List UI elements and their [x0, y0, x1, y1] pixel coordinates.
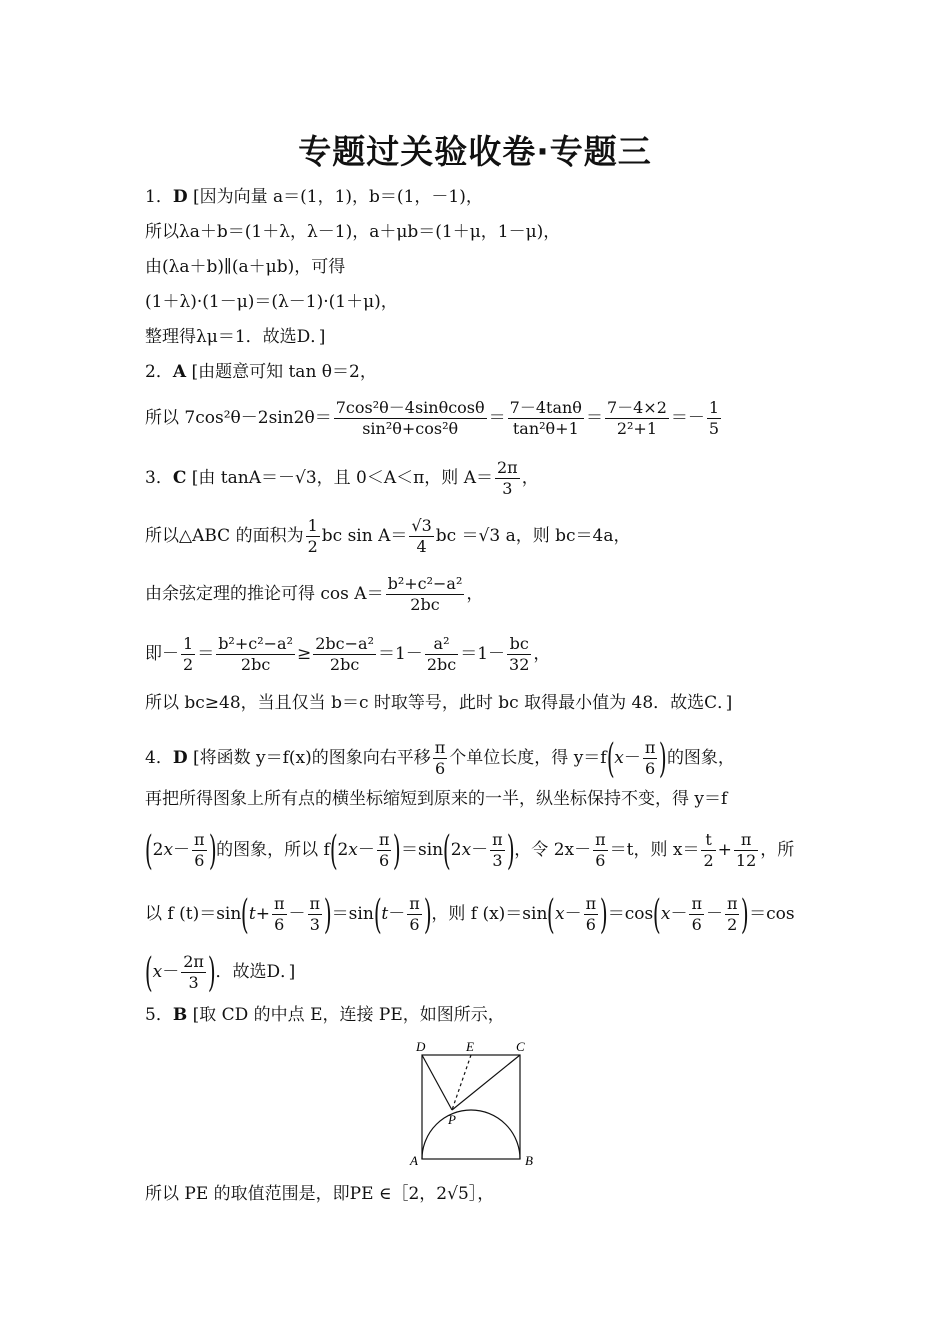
numerator: bc: [507, 634, 531, 655]
q5-number: 5．: [145, 1005, 173, 1025]
label-c: C: [516, 1039, 525, 1054]
numerator: 7－4tanθ: [509, 398, 582, 417]
denominator: 2bc: [329, 655, 360, 674]
text: 个单位长度，得 y＝f: [449, 748, 607, 768]
frac: [584, 894, 599, 935]
frac: [734, 830, 758, 871]
q3-line-3: 由余弦定理的推论可得 cos A＝ $\frac{\text{b²+c²−a²}}{2bc}$ ，: [145, 574, 484, 614]
q3-text: [由 tanA＝－√3，且 0＜A＜π，则 A＝: [191, 468, 493, 488]
q1-line-4: (1＋λ)·(1－μ)＝(λ－1)·(1＋μ)，: [145, 292, 398, 312]
denominator: 2: [307, 537, 318, 556]
q2-frac-2: [508, 398, 584, 439]
frac: [701, 830, 715, 871]
numerator: 1: [307, 516, 318, 535]
q3-line-2: [145, 516, 631, 557]
numerator: π: [595, 830, 606, 849]
denominator: 2: [183, 655, 194, 674]
numerator: 1: [183, 634, 194, 653]
text: 的图象，: [666, 748, 735, 768]
text: ，则 f (x)＝sin: [431, 904, 548, 924]
numerator: 2π: [183, 952, 204, 971]
frac: [689, 894, 704, 935]
segment-pc: [452, 1055, 520, 1110]
denominator: 3: [492, 851, 503, 870]
q4-number: 4．: [145, 748, 173, 768]
numerator: π: [194, 830, 205, 849]
q2-number: 2．: [145, 362, 173, 382]
frac: [181, 952, 206, 993]
denominator: 4: [416, 537, 427, 556]
page-title: 专题过关验收卷·专题三: [298, 132, 652, 171]
denominator: sin²θ+cos²θ: [362, 419, 459, 438]
text: 即－: [145, 644, 179, 664]
frac: [216, 634, 295, 675]
geometry-figure: [408, 1038, 538, 1173]
frac: [490, 830, 505, 871]
q3-number: 3．: [145, 468, 173, 488]
label-b: B: [525, 1153, 533, 1168]
denominator: 6: [274, 915, 285, 934]
denominator: 3: [188, 973, 199, 992]
q1-answer: D: [172, 187, 188, 207]
denominator: 6: [644, 759, 656, 778]
text: 所以△ABC 的面积为: [145, 526, 304, 546]
frac: [192, 830, 207, 871]
text: 的图象，所以 f: [216, 840, 330, 860]
text: ＝sin: [331, 904, 374, 924]
numerator: 2bc−a²: [315, 634, 374, 653]
denominator: 2bc: [410, 595, 440, 614]
denominator: 6: [409, 915, 420, 934]
label-e: E: [466, 1039, 474, 1054]
denominator: 5: [708, 419, 720, 438]
numerator: π: [378, 830, 390, 849]
denominator: 3: [309, 915, 320, 934]
numerator: π: [274, 894, 285, 913]
frac: [409, 516, 433, 557]
frac: [643, 738, 658, 779]
numerator: 7－4×2: [606, 398, 667, 417]
frac: [308, 894, 323, 935]
q4-answer: D: [172, 748, 188, 768]
q2-expr: 所以 7cos²θ－2sin2θ＝: [145, 408, 332, 428]
frac: [407, 894, 422, 935]
q5-last-line: 所以 PE 的取值范围是，即PE ∈［2，2√5］，: [145, 1184, 495, 1204]
q2-text: [由题意可知 tan θ＝2，: [191, 362, 377, 382]
numerator: π: [691, 894, 702, 913]
numerator: π: [492, 830, 503, 849]
q1-line-2: 所以λa＋b＝(1＋λ，λ－1)，a＋μb＝(1＋μ，1－μ)，: [145, 222, 561, 242]
frac: [181, 634, 195, 675]
text: ＝cos: [607, 904, 654, 924]
numerator: π: [585, 894, 597, 913]
numerator: 7cos²θ－4sinθcosθ: [335, 398, 485, 417]
q3-line-1: 3．C [由 tanA＝－√3，且 0＜A＜π，则 A＝ $\frac{2\pi}{3}$ ，: [145, 458, 539, 498]
q3-answer: C: [172, 468, 187, 488]
frac: [433, 738, 448, 779]
q3-line-5: 所以 bc≥48，当且仅当 b＝c 时取等号，此时 bc 取得最小值为 48．故选C．]: [145, 693, 733, 713]
denominator: 2²+1: [616, 419, 657, 438]
numerator: π: [644, 738, 656, 757]
numerator: π: [409, 894, 420, 913]
denominator: 6: [379, 851, 390, 870]
text: ．故选D．]: [215, 962, 296, 982]
q5-line-1: [145, 1004, 505, 1026]
q2-line-1: [145, 361, 377, 383]
frac: [272, 894, 287, 935]
numerator: 1: [708, 398, 720, 417]
frac: [425, 634, 458, 675]
text: ，令 2x－: [514, 840, 592, 860]
denominator: 2bc: [240, 655, 271, 674]
q4-line-3: (2x－ $\frac{\pi}{6}$ )的图象，所以 f(2x－ $\frac{\pi}{6}$ )＝sin(2x－ $\frac{\pi}{3}$ )，令 2x－ $\frac{\pi}{6}$ ＝t，则 x＝ $\frac{t}{2}$ + $\frac{\pi}{12}$ ，所: [144, 827, 795, 874]
q2-frac-3: [605, 398, 669, 439]
text: ，所: [760, 840, 795, 860]
frac: [507, 634, 531, 675]
q1-text: [因为向量 a＝(1，1)，b＝(1，－1)，: [192, 187, 483, 207]
frac: [306, 516, 320, 557]
denominator: 6: [691, 915, 702, 934]
numerator: π: [309, 894, 321, 913]
denominator: tan²θ+1: [512, 419, 579, 438]
text: ＝t，则 x＝: [609, 840, 700, 860]
denominator: 2: [703, 851, 714, 870]
q2-answer: A: [172, 362, 187, 382]
label-d: D: [416, 1039, 426, 1054]
q1-line-3: 由(λa＋b)∥(a＋μb)，可得: [145, 257, 346, 277]
q2-frac-4: [707, 398, 721, 439]
text: bc ＝√3 a，则 bc＝4a，: [435, 526, 631, 546]
q1-number: 1．: [145, 187, 173, 207]
numerator: b²+c²−a²: [387, 574, 463, 593]
text: ＝sin: [401, 840, 444, 860]
numerator: b²+c²−a²: [218, 634, 293, 653]
text: 由余弦定理的推论可得 cos A＝: [145, 584, 384, 604]
frac: [313, 634, 376, 675]
q2-frac-1: [334, 398, 487, 439]
denominator: 6: [585, 915, 596, 934]
q4-line-5: (x－ $\frac{2\pi}{3}$ )．故选D．]: [144, 949, 296, 996]
frac: [386, 574, 465, 615]
numerator: π: [734, 830, 758, 851]
square-abcd: [422, 1055, 520, 1159]
q5-answer: B: [172, 1005, 188, 1025]
text: bc sin A＝: [321, 526, 408, 546]
denominator: 2bc: [426, 655, 457, 674]
text: 以 f (t)＝sin: [145, 904, 242, 924]
label-a: A: [410, 1153, 418, 1168]
q3-line-4: 即－ $\frac{1}{2}$ ＝ $\frac{\text{b²+c²−a²}}{2bc}$ ≥ $\frac{\text{2bc−a²}}{2bc}$ ＝1－ $\frac{\text{a²}}{2bc}$ ＝1－ $\frac{bc}{32}$ ，: [145, 634, 551, 674]
numerator: a²: [425, 634, 458, 655]
denominator: 6: [194, 851, 205, 870]
q4-line-2: 再把所得图象上所有点的横坐标缩短到原来的一半，纵坐标保持不变，得 y＝f: [145, 789, 728, 809]
numerator: √3: [411, 516, 432, 535]
numerator: π: [434, 738, 446, 757]
denominator: 3: [502, 479, 513, 498]
q4-line-4: 以 f (t)＝sin(t+ $\frac{\pi}{6}$ － $\frac{\pi}{3}$ )＝sin(t－ $\frac{\pi}{6}$ )，则 f (x)＝sin(x－ $\frac{\pi}{6}$ )＝cos(x－ $\frac{\pi}{6}$ － $\frac{\pi}{2}$ )＝cos: [145, 891, 795, 938]
text: [将函数 y＝f(x)的图象向右平移: [192, 748, 431, 768]
semicircle: [422, 1110, 520, 1159]
frac: [495, 458, 520, 499]
numerator: π: [726, 894, 738, 913]
segment-pd: [422, 1055, 452, 1110]
frac: [377, 830, 392, 871]
q2-line-2: 所以 7cos²θ－2sin2θ＝ $\frac{\text{7cos²θ－4sinθcosθ}}{\text{sin²θ+cos²θ}}$ ＝ $\frac{7-4\tan\theta}{\text{tan²θ+1}}$ ＝ $\frac{7-4\times 2}{\text{2²+1}}$ ＝－ $\frac{1}{5}$: [145, 398, 720, 438]
denominator: 32: [509, 655, 530, 674]
frac: [725, 894, 740, 935]
q1-line-1: [145, 186, 483, 208]
q5-text: [取 CD 的中点 E，连接 PE，如图所示，: [192, 1005, 505, 1025]
denominator: 6: [434, 759, 446, 778]
q1-line-5: 整理得λμ＝1．故选D．]: [145, 327, 326, 347]
frac: [593, 830, 608, 871]
numerator: t: [701, 830, 715, 851]
q4-line-1: 4．D [将函数 y＝f(x)的图象向右平移 $\frac{\pi}{6}$ 个单位长度，得 y＝f(x－ $\frac{\pi}{6}$ )的图象，: [145, 735, 735, 782]
numerator: 2π: [497, 458, 518, 477]
denominator: 12: [735, 851, 757, 870]
text: ＝cos: [749, 904, 795, 924]
denominator: 2: [727, 915, 738, 934]
denominator: 6: [595, 851, 606, 870]
label-p: P: [448, 1112, 456, 1127]
